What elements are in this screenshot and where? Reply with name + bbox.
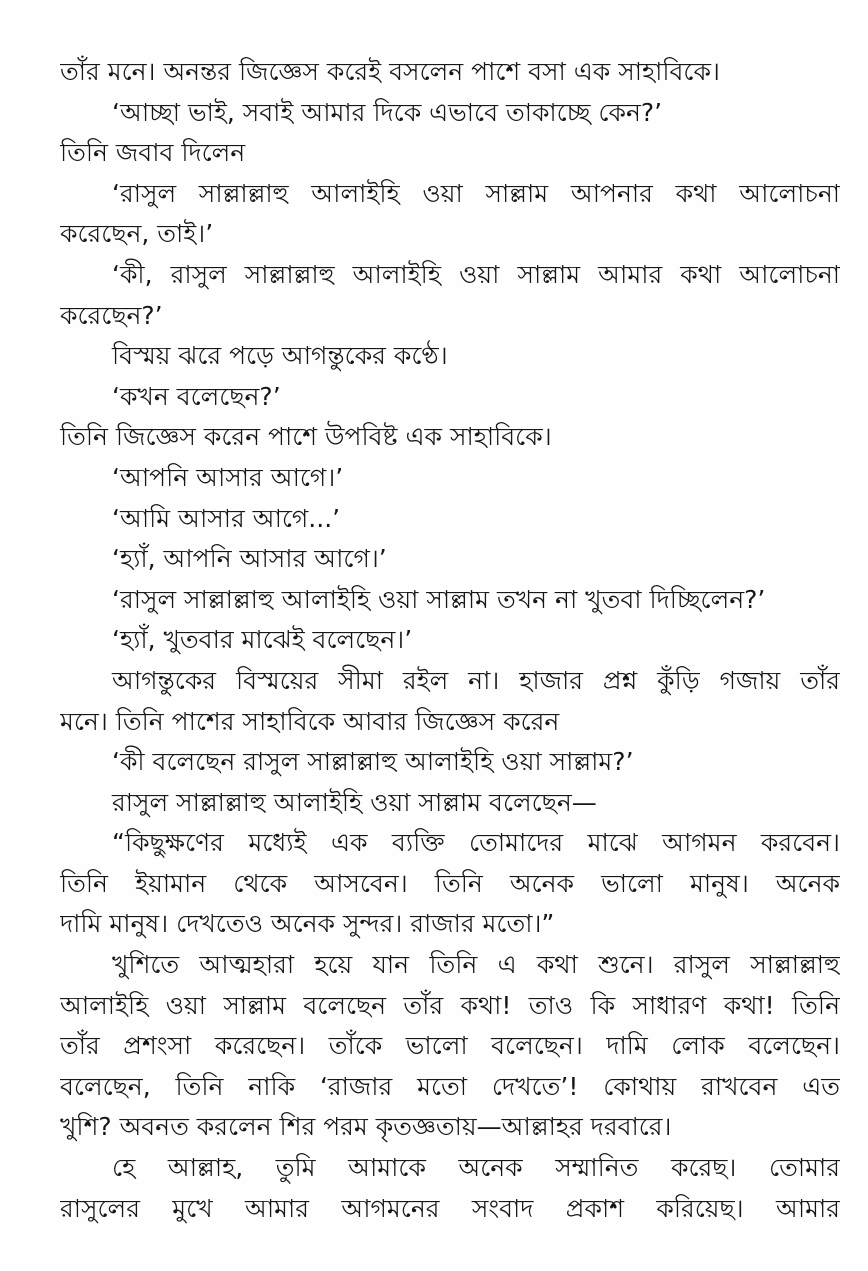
text-line: ‘রাসুল সাল্লাল্লাহু আলাইহি ওয়া সাল্লাম তখন না খুতবা দিচ্ছিলেন?’ [112, 584, 766, 614]
text-line: দামি মানুষ। দেখতেও অনেক সুন্দর। রাজার মতো।” [60, 909, 555, 939]
text-line: করেছেন, তাই।’ [60, 219, 214, 249]
text-line: মনে। তিনি পাশের সাহাবিকে আবার জিজ্ঞেস করেন [60, 706, 560, 736]
text-line: আলাইহি ওয়া সাল্লাম বলেছেন তাঁর কথা! তাও কি সাধারণ কথা! তিনি [60, 990, 840, 1020]
text-line: ‘আমি আসার আগে...’ [112, 503, 341, 533]
text-line: তিনি জিজ্ঞেস করেন পাশে উপবিষ্ট এক সাহাবিকে। [60, 422, 552, 452]
text-line: তাঁর মনে। অনন্তর জিজ্ঞেস করেই বসলেন পাশে বসা এক সাহাবিকে। [60, 57, 720, 86]
text-line: ‘কখন বলেছেন?’ [112, 381, 281, 411]
text-line: ‘আপনি আসার আগে।’ [112, 462, 344, 492]
text-line: ‘কী বলেছেন রাসুল সাল্লাল্লাহু আলাইহি ওয়া সাল্লাম?’ [112, 747, 634, 777]
text-line: ‘হ্যাঁ, আপনি আসার আগে।’ [112, 544, 387, 574]
text-line: তিনি ইয়ামান থেকে আসবেন। তিনি অনেক ভালো মানুষ। অনেক [60, 868, 840, 898]
text-line: তিনি জবাব দিলেন [60, 138, 246, 168]
text-line: ‘কী, রাসুল সাল্লাল্লাহু আলাইহি ওয়া সাল্লাম আমার কথা আলোচনা [112, 259, 840, 289]
text-line: ‘আচ্ছা ভাই, সবাই আমার দিকে এভাবে তাকাচ্ছে কেন?’ [112, 97, 663, 127]
text-line: হে আল্লাহ, তুমি আমাকে অনেক সম্মানিত করেছ। তোমার [112, 1153, 840, 1183]
text-line: ‘রাসুল সাল্লাল্লাহু আলাইহি ওয়া সাল্লাম আপনার কথা আলোচনা [112, 178, 840, 208]
text-line: খুশি? অবনত করলেন শির পরম কৃতজ্ঞতায়—আল্লাহর দরবারে। [60, 1112, 672, 1142]
text-line: করেছেন?’ [60, 300, 163, 330]
text-line: “কিছুক্ষণের মধ্যেই এক ব্যক্তি তোমাদের মাঝে আগমন করবেন। [112, 828, 840, 858]
text-line: আগন্তুকের বিস্ময়ের সীমা রইল না। হাজার প্রশ্ন কুঁড়ি গজায় তাঁর [112, 665, 840, 695]
text-line: বলেছেন, তিনি নাকি ‘রাজার মতো দেখতে’! কোথায় রাখবেন এত [60, 1071, 840, 1101]
text-line: রাসুল সাল্লাল্লাহু আলাইহি ওয়া সাল্লাম বলেছেন— [112, 787, 597, 817]
text-line: রাসুলের মুখে আমার আগমনের সংবাদ প্রকাশ করিয়েছ। আমার [60, 1193, 840, 1223]
text-line: তাঁর প্রশংসা করেছেন। তাঁকে ভালো বলেছেন। দামি লোক বলেছেন। [60, 1031, 840, 1061]
text-line: খুশিতে আত্মহারা হয়ে যান তিনি এ কথা শুনে। রাসুল সাল্লাল্লাহু [112, 950, 840, 980]
text-line: বিস্ময় ঝরে পড়ে আগন্তুকের কণ্ঠে। [112, 341, 448, 371]
text-line: ‘হ্যাঁ, খুতবার মাঝেই বলেছেন।’ [112, 625, 413, 655]
body-text [60, 52, 840, 1229]
